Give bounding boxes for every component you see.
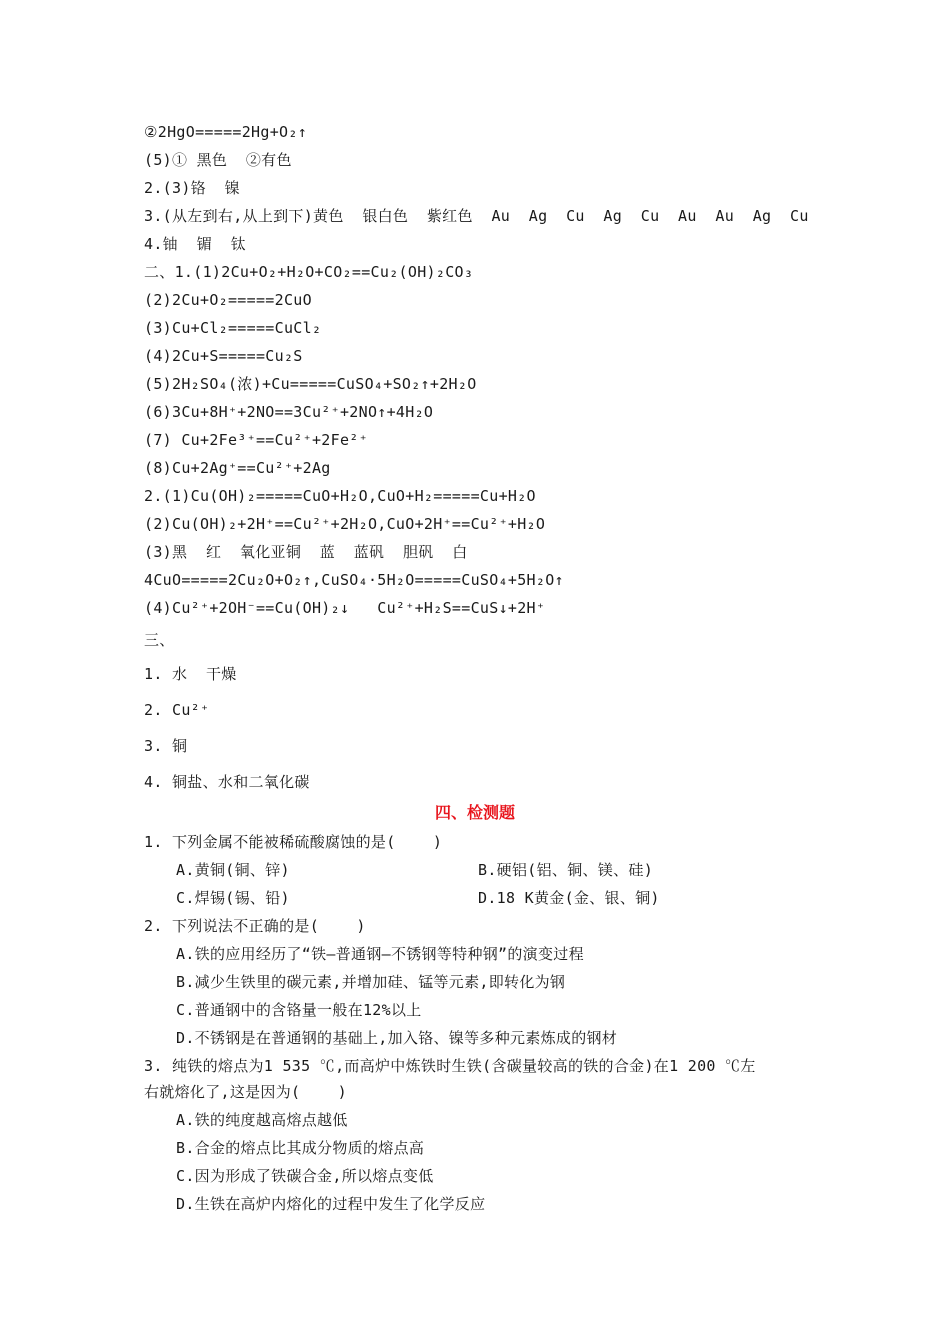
answer-line: 4.铀 镅 钛 xyxy=(144,235,246,253)
answer-line: 2.(1)Cu(OH)₂=====CuO+H₂O,CuO+H₂=====Cu+H₂O xyxy=(144,487,536,505)
answer-line: 4. 铜盐、水和二氧化碳 xyxy=(144,773,310,791)
answer-line: 2. Cu²⁺ xyxy=(144,701,210,719)
answer-line: (8)Cu+2Ag⁺==Cu²⁺+2Ag xyxy=(144,459,331,477)
answer-line: (5)2H₂SO₄(浓)+Cu=====CuSO₄+SO₂↑+2H₂O xyxy=(144,375,477,393)
option-d: D.生铁在高炉内熔化的过程中发生了化学反应 xyxy=(176,1195,486,1213)
question-stem: 3. 纯铁的熔点为1 535 ℃,而高炉中炼铁时生铁(含碳量较高的铁的合金)在1 200 ℃左 xyxy=(144,1057,756,1075)
option-d: D.不锈钢是在普通钢的基础上,加入铬、镍等多种元素炼成的钢材 xyxy=(176,1029,618,1047)
answer-line: 2.(3)铬 镍 xyxy=(144,179,240,197)
answer-line: 二、1.(1)2Cu+O₂+H₂O+CO₂==Cu₂(OH)₂CO₃ xyxy=(144,263,474,281)
answer-line: ②2HgO=====2Hg+O₂↑ xyxy=(144,123,308,141)
answer-line: (3)Cu+Cl₂=====CuCl₂ xyxy=(144,319,322,337)
option-c: C.焊锡(锡、铅) xyxy=(176,889,290,907)
answer-line: 1. 水 干燥 xyxy=(144,665,237,683)
option-b: B.硬铝(铝、铜、镁、硅) xyxy=(478,861,654,879)
answer-line: 3.(从左到右,从上到下)黄色 银白色 紫红色 Au Ag Cu Ag Cu Au Au Ag Cu xyxy=(144,207,809,225)
option-a: A.铁的纯度越高熔点越低 xyxy=(176,1111,348,1129)
option-b: B.减少生铁里的碳元素,并增加硅、锰等元素,即转化为钢 xyxy=(176,973,566,991)
answer-line: 4CuO=====2Cu₂O+O₂↑,CuSO₄·5H₂O=====CuSO₄+5H₂O↑ xyxy=(144,571,564,589)
question-stem-continued: 右就熔化了,这是因为( ) xyxy=(144,1083,348,1101)
answer-line: (4)2Cu+S=====Cu₂S xyxy=(144,347,303,365)
question-stem: 2. 下列说法不正确的是( ) xyxy=(144,917,366,935)
option-a: A.铁的应用经历了“铁—普通钢—不锈钢等特种钢”的演变过程 xyxy=(176,945,584,963)
answer-line: (2)Cu(OH)₂+2H⁺==Cu²⁺+2H₂O,CuO+2H⁺==Cu²⁺+H₂O xyxy=(144,515,546,533)
option-c: C.因为形成了铁碳合金,所以熔点变低 xyxy=(176,1167,434,1185)
answer-line: (3)黑 红 氧化亚铜 蓝 蓝矾 胆矾 白 xyxy=(144,543,468,561)
answer-line: (7) Cu+2Fe³⁺==Cu²⁺+2Fe²⁺ xyxy=(144,431,368,449)
section-heading: 三、 xyxy=(144,631,175,649)
option-b: B.合金的熔点比其成分物质的熔点高 xyxy=(176,1139,425,1157)
answer-line: (5)① 黑色 ②有色 xyxy=(144,151,292,169)
question-stem: 1. 下列金属不能被稀硫酸腐蚀的是( ) xyxy=(144,833,443,851)
option-a: A.黄铜(铜、锌) xyxy=(176,861,290,879)
answer-line: 3. 铜 xyxy=(144,737,188,755)
option-d: D.18 K黄金(金、银、铜) xyxy=(478,889,660,907)
section-title: 四、检测题 xyxy=(434,803,515,822)
answer-line: (4)Cu²⁺+2OH⁻==Cu(OH)₂↓ Cu²⁺+H₂S==CuS↓+2H⁺ xyxy=(144,599,546,617)
option-c: C.普通钢中的含铬量一般在12%以上 xyxy=(176,1001,422,1019)
answer-line: (2)2Cu+O₂=====2CuO xyxy=(144,291,312,309)
answer-line: (6)3Cu+8H⁺+2NO==3Cu²⁺+2NO↑+4H₂O xyxy=(144,403,434,421)
